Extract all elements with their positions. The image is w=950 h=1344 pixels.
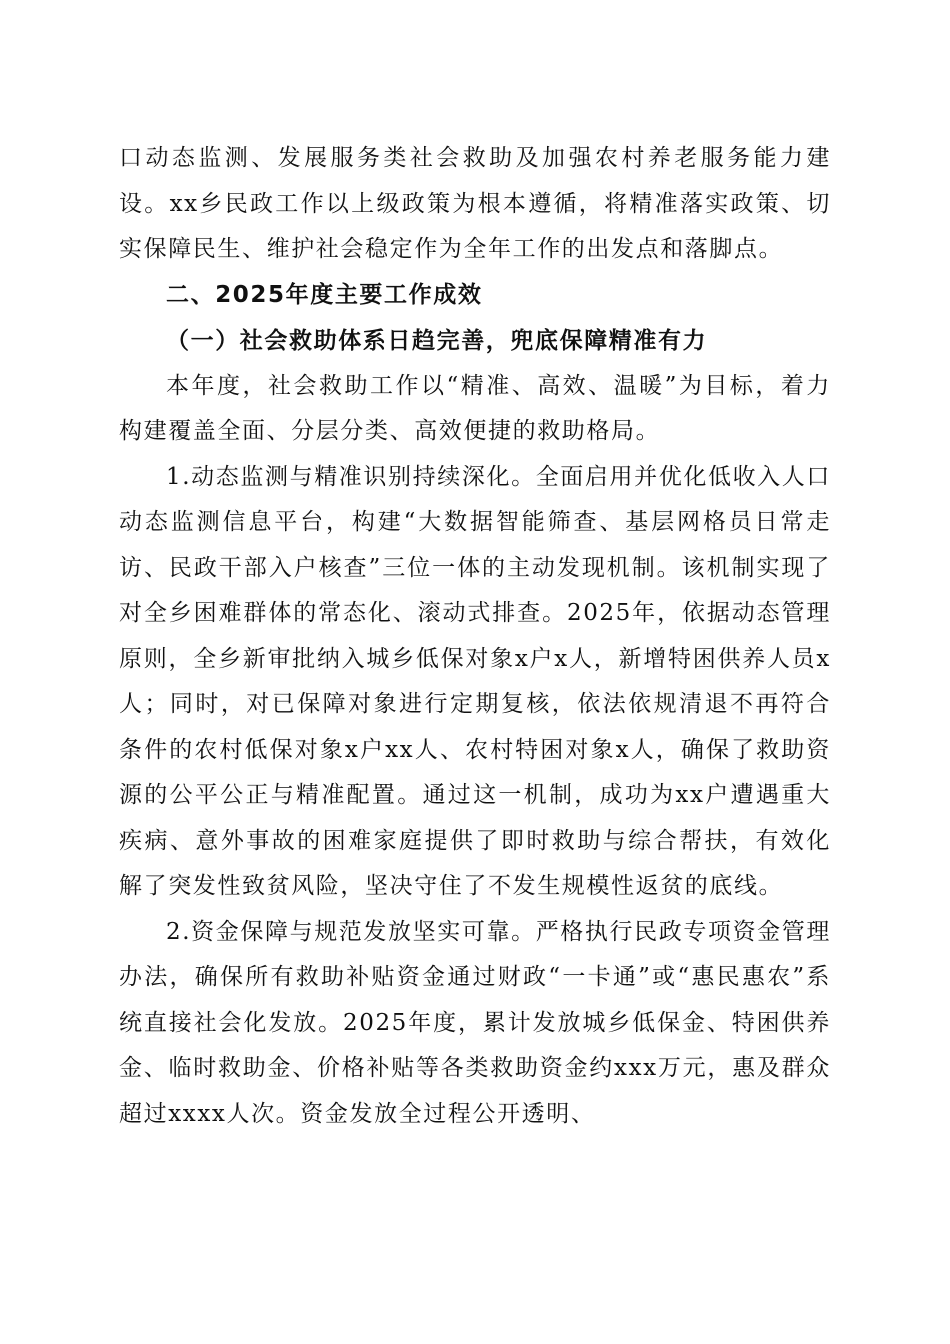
item-2-paragraph: 2.资金保障与规范发放坚实可靠。严格执行民政专项资金管理办法，确保所有救助补贴资金通过财政“一卡通”或“惠民惠农”系统直接社会化发放。2025年度，累计发放城乡低保金、特困供养金、临时救助金、价格补贴等各类救助资金约xxx万元，惠及群众超过xxxx人次。资金发放全过程公开透明、 [119,918,831,1127]
paragraph-continuation: 口动态监测、发展服务类社会救助及加强农村养老服务能力建设。xx乡民政工作以上级政策为根本遵循，将精准落实政策、切实保障民生、维护社会稳定作为全年工作的出发点和落脚点。 [119,145,831,262]
section-heading: 二、2025年度主要工作成效 [166,281,483,308]
document-body [119,136,831,1137]
intro-paragraph: 本年度，社会救助工作以“精准、高效、温暖”为目标，着力构建覆盖全面、分层分类、高效便捷的救助格局。 [119,372,831,444]
item-1-paragraph: 1.动态监测与精准识别持续深化。全面启用并优化低收入人口动态监测信息平台，构建“大数据智能筛查、基层网格员日常走访、民政干部入户核查”三位一体的主动发现机制。该机制实现了对全乡困难群体的常态化、滚动式排查。2025年，依据动态管理原则，全乡新审批纳入城乡低保对象x户x人，新增特困供养人员x人；同时，对已保障对象进行定期复核，依法依规清退不再符合条件的农村低保对象x户xx人、农村特困对象x人，确保了救助资源的公平公正与精准配置。通过这一机制，成功为xx户遭遇重大疾病、意外事故的困难家庭提供了即时救助与综合帮扶，有效化解了突发性致贫风险，坚决守住了不发生规模性返贫的底线。 [119,463,831,899]
subsection-heading: （一）社会救助体系日趋完善，兜底保障精准有力 [166,327,708,354]
